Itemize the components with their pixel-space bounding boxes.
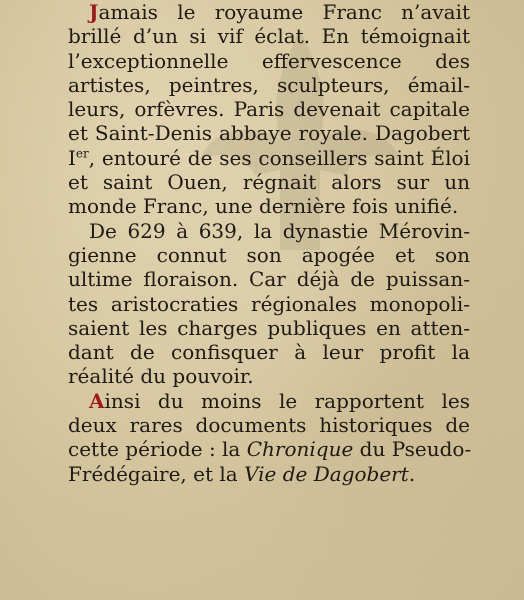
text-line: leurs, orfèvres. Paris devenait capitale <box>68 97 470 122</box>
text-run: insi du moins le rapportent les <box>104 388 470 413</box>
text-line: réalité du pouvoir. <box>68 364 254 389</box>
text-line: brillé d’un si vif éclat. En témoignait <box>68 24 470 49</box>
text-run: du Pseudo- <box>353 437 472 462</box>
text-run: cette période : la <box>68 437 247 462</box>
book-title: Vie de Dagobert <box>244 461 409 486</box>
book-title: Chronique <box>246 437 354 462</box>
text-line: artistes, peintres, sculpteurs, émail- <box>68 72 470 97</box>
text-run: , entouré de ses conseillers saint Éloi <box>88 145 470 170</box>
text-line <box>68 0 470 24</box>
text-line <box>68 437 470 461</box>
article-body <box>68 0 470 486</box>
text-line: ultime floraison. Car déjà de puissan- <box>68 267 470 292</box>
text-line: dant de confisquer à leur profit la <box>68 340 470 365</box>
text-run: amais le royaume Franc n’avait <box>98 0 470 24</box>
paragraph-2 <box>68 219 470 389</box>
drop-cap-letter: J <box>89 0 99 24</box>
text-line: l’exceptionnelle effervescence des <box>68 48 470 73</box>
text-line <box>68 146 470 170</box>
text-line <box>68 389 470 413</box>
paragraph-3 <box>68 389 470 486</box>
text-run: Frédégaire, et la <box>68 461 245 486</box>
regnal-number: Ier <box>68 145 89 170</box>
text-line <box>68 462 470 486</box>
text-line: saient les charges publiques en atten- <box>68 315 470 340</box>
drop-cap-letter: A <box>89 388 105 413</box>
text-line: deux rares documents historiques de <box>68 413 470 438</box>
text-line: et saint Ouen, régnait alors sur un <box>68 170 470 195</box>
text-line: tes aristocraties régionales monopoli- <box>68 291 470 316</box>
text-line: De 629 à 639, la dynastie Mérovin- <box>89 218 470 243</box>
text-line: gienne connut son apogée et son <box>68 242 470 267</box>
text-run: . <box>408 461 416 486</box>
text-line: et Saint-Denis abbaye royale. Dagobert <box>68 121 470 146</box>
text-line: monde Franc, une dernière fois unifié. <box>68 194 459 219</box>
superscript: er <box>75 146 89 161</box>
paragraph-1 <box>68 0 470 219</box>
